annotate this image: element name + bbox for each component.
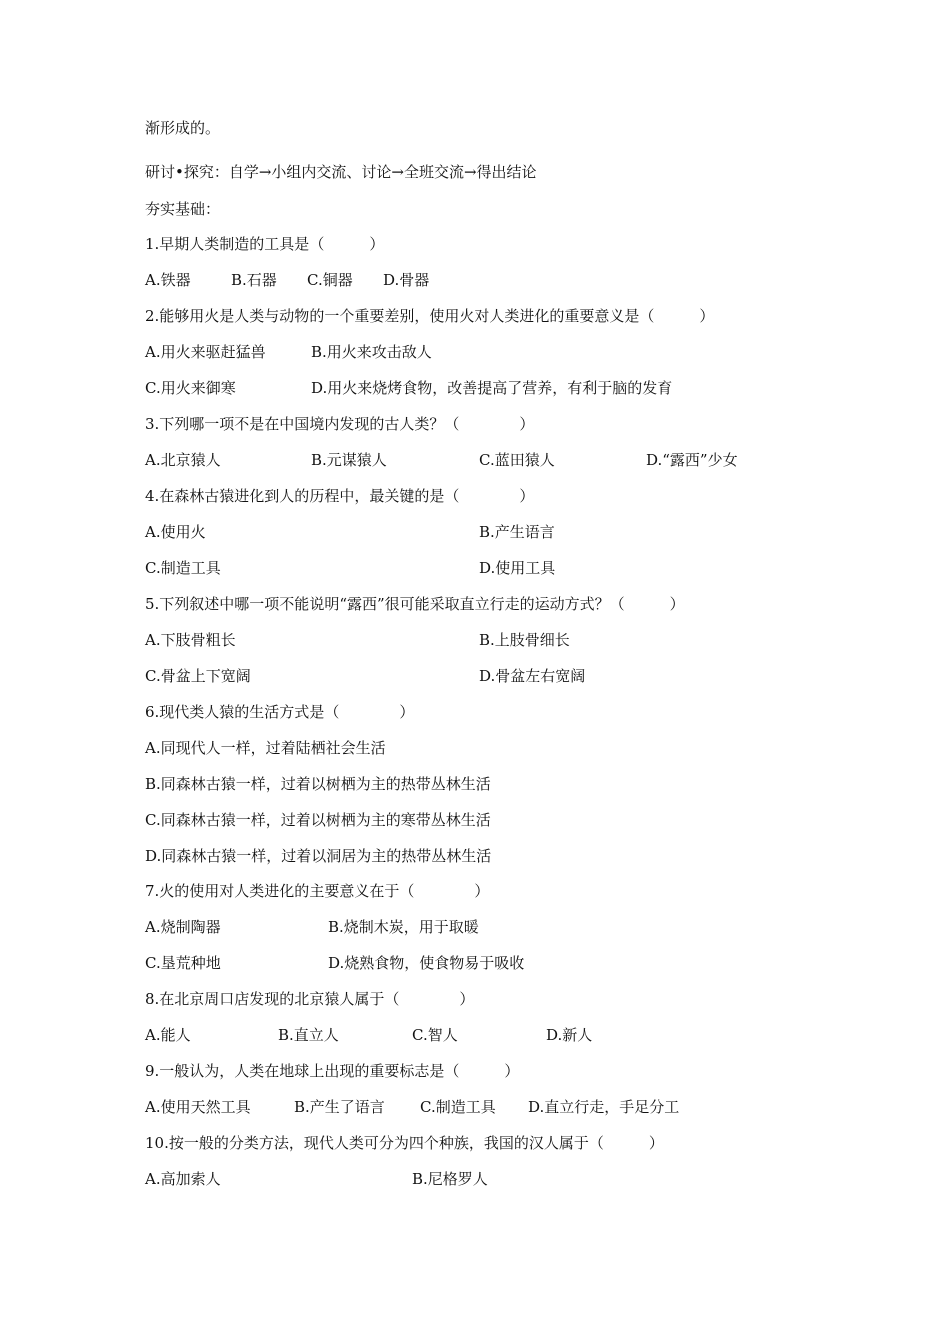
question-1-option-a: A.铁器 [145,271,191,289]
question-5-option-b: B.上肢骨细长 [479,631,570,649]
section-heading: 夯实基础： [145,200,221,218]
question-5-option-a: A.下肢骨粗长 [145,631,236,649]
question-2-option-d: D.用火来烧烤食物，改善提高了营养，有利于脑的发育 [311,379,673,397]
question-9-stem: 9.一般认为，人类在地球上出现的重要标志是（ ） [145,1062,520,1080]
question-3-option-d: D.“露西”少女 [646,451,738,469]
question-6-stem: 6.现代类人猿的生活方式是（ ） [145,703,415,721]
question-3-option-c: C.蓝田猿人 [479,451,555,469]
question-6-option-d: D.同森林古猿一样，过着以洞居为主的热带丛林生活 [145,847,492,865]
question-8-option-b: B.直立人 [278,1026,339,1044]
question-9-option-a: A.使用天然工具 [145,1098,251,1116]
question-2-option-c: C.用火来御寒 [145,379,236,397]
question-7-option-c: C.垦荒种地 [145,954,221,972]
question-2-option-b: B.用火来攻击敌人 [311,343,432,361]
question-5-option-d: D.骨盆左右宽阔 [479,667,586,685]
method-line: 研讨•探究：自学→小组内交流、讨论→全班交流→得出结论 [145,163,537,181]
question-7-option-d: D.烧熟食物，使食物易于吸收 [328,954,525,972]
question-4-option-d: D.使用工具 [479,559,556,577]
question-2-stem: 2.能够用火是人类与动物的一个重要差别，使用火对人类进化的重要意义是（ ） [145,307,715,325]
question-10-option-b: B.尼格罗人 [412,1170,488,1188]
question-8-option-c: C.智人 [412,1026,458,1044]
question-7-option-b: B.烧制木炭，用于取暖 [328,918,479,936]
question-1-option-b: B.石器 [231,271,277,289]
intro-continuation: 渐形成的。 [145,119,221,137]
question-3-option-a: A.北京猿人 [145,451,221,469]
question-8-stem: 8.在北京周口店发现的北京猿人属于（ ） [145,990,475,1008]
question-1-stem: 1.早期人类制造的工具是（ ） [145,235,385,253]
question-4-option-a: A.使用火 [145,523,206,541]
question-1-option-d: D.骨器 [383,271,430,289]
question-7-stem: 7.火的使用对人类进化的主要意义在于（ ） [145,882,490,900]
question-4-stem: 4.在森林古猿进化到人的历程中，最关键的是（ ） [145,487,535,505]
question-6-option-a: A.同现代人一样，过着陆栖社会生活 [145,739,386,757]
question-10-option-a: A.高加索人 [145,1170,221,1188]
question-8-option-a: A.能人 [145,1026,191,1044]
question-5-stem: 5.下列叙述中哪一项不能说明“露西”很可能采取直立行走的运动方式？（ ） [145,595,685,613]
question-3-stem: 3.下列哪一项不是在中国境内发现的古人类？（ ） [145,415,535,433]
question-9-option-b: B.产生了语言 [294,1098,385,1116]
question-2-option-a: A.用火来驱赶猛兽 [145,343,266,361]
question-1-option-c: C.铜器 [307,271,353,289]
question-4-option-c: C.制造工具 [145,559,221,577]
question-10-stem: 10.按一般的分类方法，现代人类可分为四个种族，我国的汉人属于（ ） [145,1134,664,1152]
question-9-option-d: D.直立行走，手足分工 [528,1098,680,1116]
question-5-option-c: C.骨盆上下宽阔 [145,667,251,685]
question-7-option-a: A.烧制陶器 [145,918,221,936]
question-9-option-c: C.制造工具 [420,1098,496,1116]
question-6-option-c: C.同森林古猿一样，过着以树栖为主的寒带丛林生活 [145,811,491,829]
question-8-option-d: D.新人 [546,1026,593,1044]
question-4-option-b: B.产生语言 [479,523,555,541]
question-6-option-b: B.同森林古猿一样，过着以树栖为主的热带丛林生活 [145,775,491,793]
question-3-option-b: B.元谋猿人 [311,451,387,469]
